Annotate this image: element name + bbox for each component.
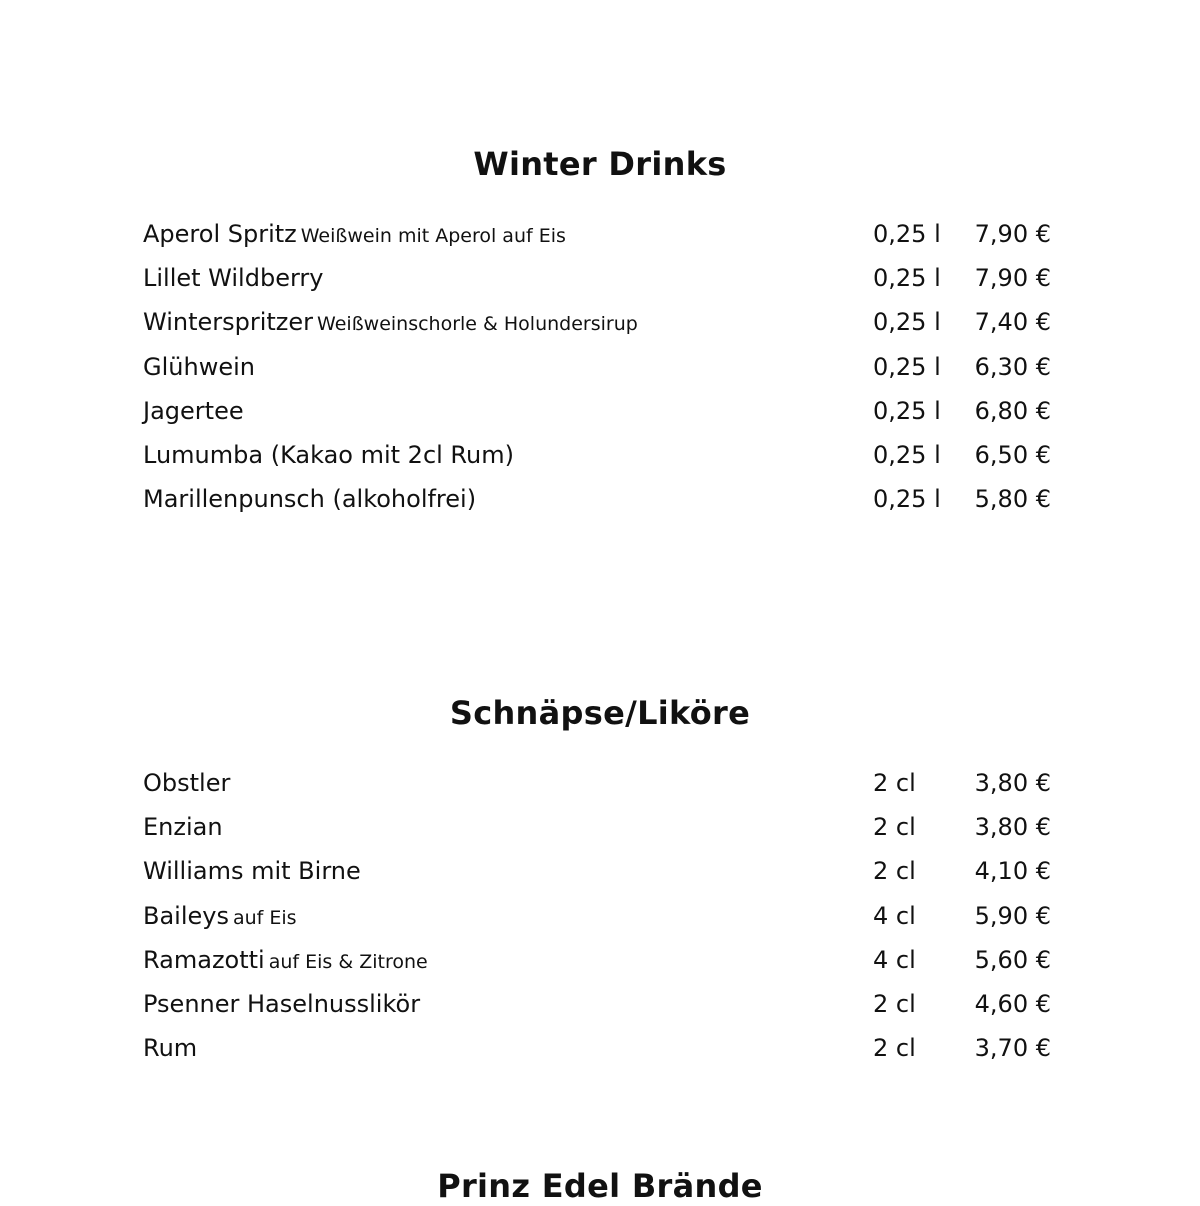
item-name-wrap bbox=[143, 396, 244, 426]
item-name-wrap bbox=[143, 263, 323, 293]
item-name: Psenner Haselnusslikör bbox=[143, 989, 421, 1018]
item-size: 0,25 l bbox=[873, 352, 941, 381]
menu-item bbox=[143, 352, 1063, 396]
item-size: 0,25 l bbox=[873, 264, 941, 293]
item-price: 7,90 € bbox=[974, 264, 1051, 293]
item-name: Glühwein bbox=[143, 352, 255, 381]
menu-item bbox=[143, 856, 1063, 900]
item-size: 4 cl bbox=[873, 945, 916, 974]
item-price: 3,70 € bbox=[974, 1034, 1051, 1063]
section-title-winter-drinks: Winter Drinks bbox=[473, 145, 727, 183]
item-price: 3,80 € bbox=[974, 813, 1051, 842]
menu-item bbox=[143, 307, 1063, 351]
item-price: 4,10 € bbox=[974, 857, 1051, 886]
item-price: 6,80 € bbox=[974, 396, 1051, 425]
item-price: 4,60 € bbox=[974, 989, 1051, 1018]
item-size: 2 cl bbox=[873, 1034, 916, 1063]
item-size: 2 cl bbox=[873, 857, 916, 886]
item-name-wrap bbox=[143, 901, 297, 933]
item-name: Williams mit Birne bbox=[143, 857, 361, 886]
menu-item bbox=[143, 1033, 1063, 1077]
item-name: Aperol Spritz bbox=[143, 220, 297, 248]
item-size: 4 cl bbox=[873, 901, 916, 930]
item-name-wrap bbox=[143, 219, 566, 251]
item-name-wrap bbox=[143, 945, 428, 977]
item-name-wrap bbox=[143, 812, 223, 842]
item-price: 5,80 € bbox=[974, 485, 1051, 514]
item-name: Obstler bbox=[143, 769, 231, 797]
menu-item bbox=[143, 989, 1063, 1033]
menu-item bbox=[143, 440, 1063, 484]
menu-item bbox=[143, 812, 1063, 856]
menu-item bbox=[143, 263, 1063, 307]
menu-item bbox=[143, 768, 1063, 812]
item-price: 5,60 € bbox=[974, 945, 1051, 974]
item-price: 5,90 € bbox=[974, 901, 1051, 930]
item-price: 6,30 € bbox=[974, 352, 1051, 381]
item-name: Ramazotti bbox=[143, 945, 265, 974]
item-price: 6,50 € bbox=[974, 440, 1051, 469]
item-name: Lumumba (Kakao mit 2cl Rum) bbox=[143, 440, 514, 469]
item-size: 2 cl bbox=[873, 813, 916, 842]
item-name-wrap bbox=[143, 352, 255, 382]
item-size: 2 cl bbox=[873, 989, 916, 1018]
menu-item bbox=[143, 901, 1063, 945]
item-size: 0,25 l bbox=[873, 220, 941, 248]
item-description: Weißweinschorle & Holundersirup bbox=[317, 313, 638, 336]
item-name-wrap bbox=[143, 440, 514, 470]
item-name: Winterspritzer bbox=[143, 308, 314, 337]
item-name-wrap bbox=[143, 856, 361, 886]
schnaepse-likoere-list bbox=[143, 768, 1063, 1077]
menu-item bbox=[143, 396, 1063, 440]
item-name-wrap bbox=[143, 484, 476, 514]
item-size: 0,25 l bbox=[873, 308, 941, 337]
menu-item bbox=[143, 219, 1063, 263]
item-name-wrap bbox=[143, 307, 638, 339]
item-description: auf Eis bbox=[232, 906, 297, 929]
item-price: 3,80 € bbox=[974, 769, 1051, 797]
item-name-wrap bbox=[143, 1033, 197, 1063]
item-name: Lillet Wildberry bbox=[143, 264, 324, 293]
item-size: 0,25 l bbox=[873, 396, 941, 425]
item-size: 0,25 l bbox=[873, 485, 941, 514]
item-name: Jagertee bbox=[143, 396, 244, 425]
menu-item bbox=[143, 945, 1063, 989]
item-name: Baileys bbox=[143, 901, 229, 930]
item-price: 7,90 € bbox=[974, 220, 1051, 248]
item-name: Rum bbox=[143, 1034, 198, 1063]
menu-item bbox=[143, 484, 1063, 528]
section-title-prinz-edel-braende: Prinz Edel Brände bbox=[437, 1167, 763, 1205]
section-title-schnaepse-likoere: Schnäpse/Liköre bbox=[449, 694, 751, 732]
item-name: Marillenpunsch (alkoholfrei) bbox=[143, 485, 477, 514]
item-size: 2 cl bbox=[873, 769, 916, 797]
item-description: auf Eis & Zitrone bbox=[268, 950, 428, 973]
item-size: 0,25 l bbox=[873, 440, 941, 469]
item-description: Weißwein mit Aperol auf Eis bbox=[300, 225, 566, 247]
winter-drinks-list bbox=[143, 219, 1063, 528]
item-name-wrap bbox=[143, 768, 230, 798]
item-price: 7,40 € bbox=[974, 308, 1051, 337]
item-name-wrap bbox=[143, 989, 420, 1019]
item-name: Enzian bbox=[143, 813, 223, 842]
